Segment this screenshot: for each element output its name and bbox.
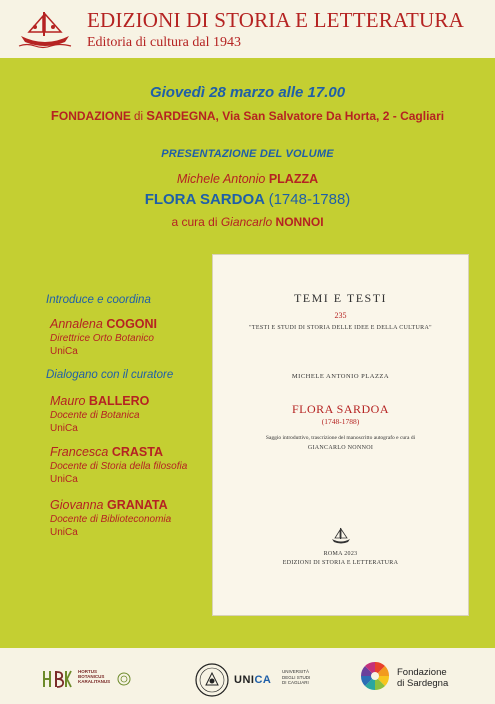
cover-essay-note: Saggio introduttivo, trascrizione del manoscritto autografo e cura di: [265, 435, 416, 441]
fds-line2: di Sardegna: [397, 678, 449, 689]
speaker-last: BALLERO: [88, 394, 150, 408]
ship-mark-icon: [330, 527, 352, 545]
hbk-line1: HORTUS: [78, 669, 97, 674]
cover-city-year: ROMA 2023: [323, 551, 358, 557]
intro-label: Introduce e coordina: [46, 294, 151, 306]
unica-sub2: DEGLI STUDI: [282, 674, 311, 680]
speaker-affiliation: UniCa: [50, 346, 78, 357]
cover-number: 235: [334, 311, 347, 320]
author-last-name: PLAZZA: [268, 172, 319, 186]
curator-last-name: NONNOI: [275, 215, 324, 229]
fds-line1: Fondazione: [397, 667, 447, 678]
book-years: (1748-1788): [268, 191, 351, 208]
unica-uni: UNI: [234, 674, 255, 686]
cover-publisher: EDIZIONI DI STORIA E LETTERATURA: [282, 560, 399, 566]
author-first-name: Michele Antonio: [176, 172, 266, 186]
book-title: [0, 191, 495, 208]
unica-sub3: DI CAGLIARI: [282, 680, 309, 685]
venue-ondazione: ONDAZIONE: [58, 109, 131, 123]
cover-title: FLORA SARDOA: [291, 402, 390, 416]
speaker-first: Giovanna: [50, 498, 104, 512]
header: [0, 0, 495, 58]
fondazione-sardegna-text: [397, 667, 448, 689]
speaker-first: Francesca: [50, 445, 109, 459]
speaker-last: COGONI: [106, 317, 158, 331]
speaker-ballero: [50, 394, 149, 434]
speaker-role: Docente di Biblioteconomia: [50, 514, 172, 525]
speaker-role: Docente di Storia della filosofia: [50, 461, 188, 472]
dialogue-label: Dialogano con il curatore: [46, 369, 174, 381]
cover-series: TEMI E TESTI: [293, 291, 388, 305]
unica-sub1: UNIVERSITÀ: [282, 669, 310, 674]
book-cover: [212, 254, 469, 616]
cover-curator: GIANCARLO NONNOI: [307, 445, 374, 451]
venue-s: S: [146, 108, 155, 123]
unica-subtitle: [282, 669, 310, 686]
curated-prefix: a cura di: [171, 215, 218, 229]
speaker-granata: [50, 498, 171, 538]
speaker-first: Annalena: [50, 317, 103, 331]
speaker-last: CRASTA: [111, 445, 163, 459]
speaker-affiliation: UniCa: [50, 423, 78, 434]
venue-f: F: [50, 108, 59, 123]
venue-di: di: [130, 111, 147, 123]
small-seal-icon: [117, 672, 131, 686]
speaker-affiliation: UniCa: [50, 527, 78, 538]
publisher-tagline: Editoria di cultura dal 1943: [87, 35, 241, 50]
ship-logo-icon: [17, 6, 73, 52]
book-curator: [0, 215, 495, 229]
venue-address: , Via San Salvatore Da Horta, 2 - Cagliari: [215, 109, 445, 123]
presentation-label: PRESENTAZIONE DEL VOLUME: [161, 148, 334, 160]
fondazione-sardegna-logo-icon: [360, 661, 390, 691]
speaker-cogoni: [50, 317, 157, 357]
unica-ca: CA: [254, 674, 272, 686]
venue-ardegna: ARDEGNA: [154, 109, 216, 123]
curator-first-name: Giancarlo: [220, 215, 273, 229]
speaker-first: Mauro: [50, 394, 86, 408]
speaker-name: [50, 498, 171, 512]
hortus-botanicus-text: [78, 669, 110, 684]
event-date: Giovedì 28 marzo alle 17.00: [149, 84, 346, 101]
book-title-text: FLORA SARDOA: [144, 191, 265, 208]
hortus-botanicus-logo-icon: [40, 668, 72, 690]
unica-seal-icon: [195, 663, 229, 697]
hbk-line2: BOTANICUS: [78, 674, 105, 679]
speaker-last: GRANATA: [107, 498, 168, 512]
unica-wordmark: [234, 674, 271, 686]
speaker-affiliation: UniCa: [50, 474, 78, 485]
speaker-name: [50, 317, 157, 331]
cover-author: MICHELE ANTONIO PLAZZA: [291, 373, 390, 380]
cover-years: (1748-1788): [321, 417, 360, 426]
speaker-role: Direttrice Orto Botanico: [50, 333, 154, 344]
speaker-name: [50, 394, 149, 408]
speaker-crasta: [50, 445, 187, 485]
speaker-role: Docente di Botanica: [50, 410, 140, 421]
speaker-name: [50, 445, 187, 459]
cover-series-subtitle: "TESTI E STUDI DI STORIA DELLE IDEE E DELLA CULTURA": [249, 325, 432, 331]
main-panel: [0, 58, 495, 648]
hbk-line3: KARALITANUS: [78, 679, 111, 684]
publisher-name: EDIZIONI DI STORIA E LETTERATURA: [87, 8, 464, 32]
footer: [0, 648, 495, 704]
event-venue: [0, 108, 495, 123]
book-author: [0, 172, 495, 186]
